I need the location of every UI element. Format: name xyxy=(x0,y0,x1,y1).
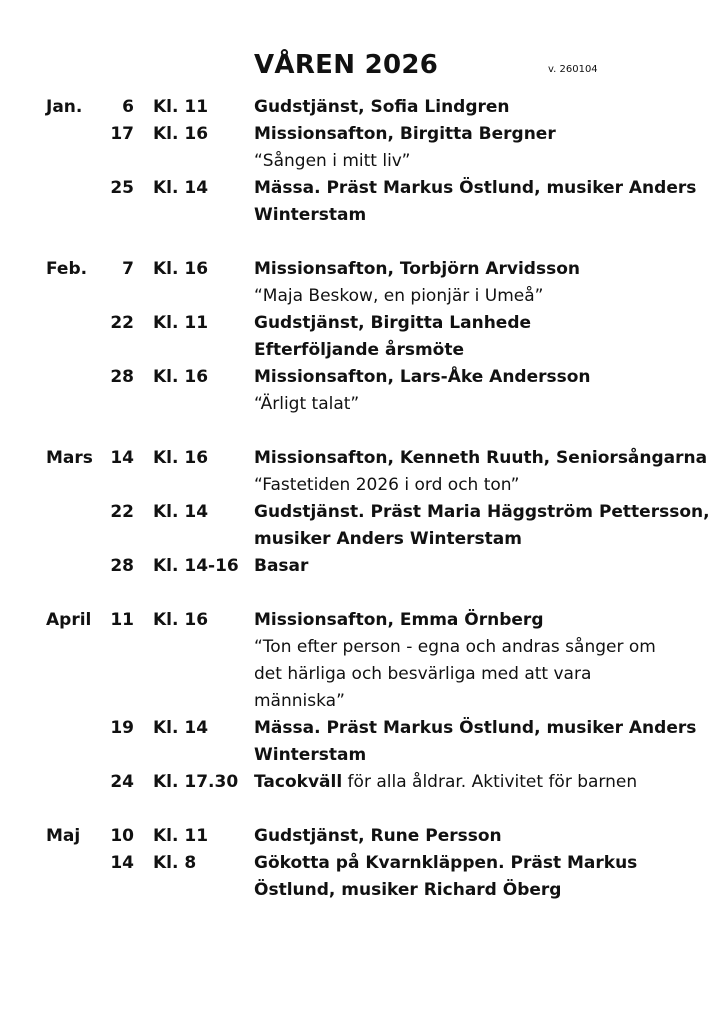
event-description-line: Winterstam xyxy=(254,745,367,765)
event-description-line: “Fastetiden 2026 i ord och ton” xyxy=(254,475,520,495)
event-description-line: musiker Anders Winterstam xyxy=(254,529,522,549)
event-time: Kl. 8 xyxy=(153,853,197,873)
event-time: Kl. 17.30 xyxy=(153,772,239,792)
event-description xyxy=(254,607,694,715)
event-time: Kl. 16 xyxy=(153,448,209,468)
month-label: Feb. xyxy=(46,259,88,279)
event-description xyxy=(254,445,708,499)
event-description xyxy=(254,310,694,364)
event-description xyxy=(254,715,697,769)
version-label: v. 260104 xyxy=(548,64,598,75)
event-day: 28 xyxy=(110,556,134,576)
event-day: 25 xyxy=(110,178,134,198)
event-description-line: Gudstjänst. Präst Maria Häggström Pettersson, xyxy=(254,502,710,522)
event-description-line: Gudstjänst, Rune Persson xyxy=(254,826,502,846)
event-description-line: “Sången i mitt liv” xyxy=(254,151,411,171)
event-description xyxy=(254,121,694,175)
event-text-segment: för alla åldrar. Aktivitet för barnen xyxy=(342,772,638,792)
event-time: Kl. 14-16 xyxy=(153,556,239,576)
event-description-line: “Maja Beskow, en pionjär i Umeå” xyxy=(254,286,544,306)
event-row xyxy=(0,553,724,580)
event-day: 6 xyxy=(122,97,134,117)
month-section xyxy=(0,256,724,418)
event-day: 14 xyxy=(110,853,134,873)
event-description xyxy=(254,175,697,229)
event-time: Kl. 16 xyxy=(153,124,209,144)
event-row xyxy=(0,499,724,553)
month-label: Maj xyxy=(46,826,81,846)
event-description xyxy=(254,769,694,796)
event-description-line: människa” xyxy=(254,691,345,711)
event-description-line: Basar xyxy=(254,556,309,576)
event-description xyxy=(254,499,710,553)
event-description-line: det härliga och besvärliga med att vara xyxy=(254,664,592,684)
event-description xyxy=(254,850,694,904)
month-section xyxy=(0,823,724,904)
month-section xyxy=(0,607,724,796)
event-day: 28 xyxy=(110,367,134,387)
event-day: 7 xyxy=(122,259,134,279)
event-description xyxy=(254,823,694,850)
event-description-line: Missionsafton, Birgitta Bergner xyxy=(254,124,556,144)
event-time: Kl. 14 xyxy=(153,718,209,738)
event-time: Kl. 16 xyxy=(153,367,209,387)
event-description xyxy=(254,94,694,121)
page-title: VÅREN 2026 xyxy=(254,50,439,80)
event-day: 11 xyxy=(110,610,134,630)
event-day: 14 xyxy=(110,448,134,468)
event-description-line: Winterstam xyxy=(254,205,367,225)
event-description-line: Östlund, musiker Richard Öberg xyxy=(254,880,562,900)
event-day: 10 xyxy=(110,826,134,846)
event-description-line xyxy=(254,769,694,796)
event-row xyxy=(0,715,724,769)
event-time: Kl. 16 xyxy=(153,259,209,279)
page-header xyxy=(0,50,724,90)
event-time: Kl. 14 xyxy=(153,502,209,522)
schedule xyxy=(0,94,724,931)
event-day: 19 xyxy=(110,718,134,738)
event-time: Kl. 11 xyxy=(153,97,209,117)
event-row xyxy=(0,607,724,715)
event-description-line: “Ton efter person - egna och andras sånger om xyxy=(254,637,656,657)
event-row xyxy=(0,850,724,904)
event-description-line: Mässa. Präst Markus Östlund, musiker Anders xyxy=(254,178,697,198)
event-row xyxy=(0,823,724,850)
event-text-segment: Tacokväll xyxy=(254,772,343,792)
event-description-line: Missionsafton, Torbjörn Arvidsson xyxy=(254,259,580,279)
month-label: Mars xyxy=(46,448,93,468)
event-row xyxy=(0,175,724,229)
event-day: 22 xyxy=(110,502,134,522)
event-description-line: Gudstjänst, Birgitta Lanhede xyxy=(254,313,532,333)
event-description-line: Missionsafton, Emma Örnberg xyxy=(254,610,544,630)
event-description-line: Gökotta på Kvarnkläppen. Präst Markus xyxy=(254,853,638,873)
event-description-line: Mässa. Präst Markus Östlund, musiker Anders xyxy=(254,718,697,738)
event-description-line: “Ärligt talat” xyxy=(254,394,360,414)
month-label: April xyxy=(46,610,92,630)
event-description-line: Missionsafton, Lars-Åke Andersson xyxy=(254,367,591,387)
event-description xyxy=(254,364,694,418)
event-day: 24 xyxy=(110,772,134,792)
month-section xyxy=(0,445,724,580)
month-label: Jan. xyxy=(46,97,83,117)
event-description-line: Efterföljande årsmöte xyxy=(254,340,464,360)
event-day: 22 xyxy=(110,313,134,333)
event-time: Kl. 11 xyxy=(153,826,209,846)
month-section xyxy=(0,94,724,229)
event-time: Kl. 11 xyxy=(153,313,209,333)
event-row xyxy=(0,121,724,175)
event-row xyxy=(0,445,724,499)
event-day: 17 xyxy=(110,124,134,144)
event-row xyxy=(0,310,724,364)
event-time: Kl. 16 xyxy=(153,610,209,630)
event-description xyxy=(254,256,694,310)
event-description-line: Missionsafton, Kenneth Ruuth, Seniorsångarna xyxy=(254,448,708,468)
event-time: Kl. 14 xyxy=(153,178,209,198)
event-description-line: Gudstjänst, Sofia Lindgren xyxy=(254,97,510,117)
event-row xyxy=(0,94,724,121)
event-row xyxy=(0,364,724,418)
event-row xyxy=(0,769,724,796)
event-row xyxy=(0,256,724,310)
event-description xyxy=(254,553,694,580)
